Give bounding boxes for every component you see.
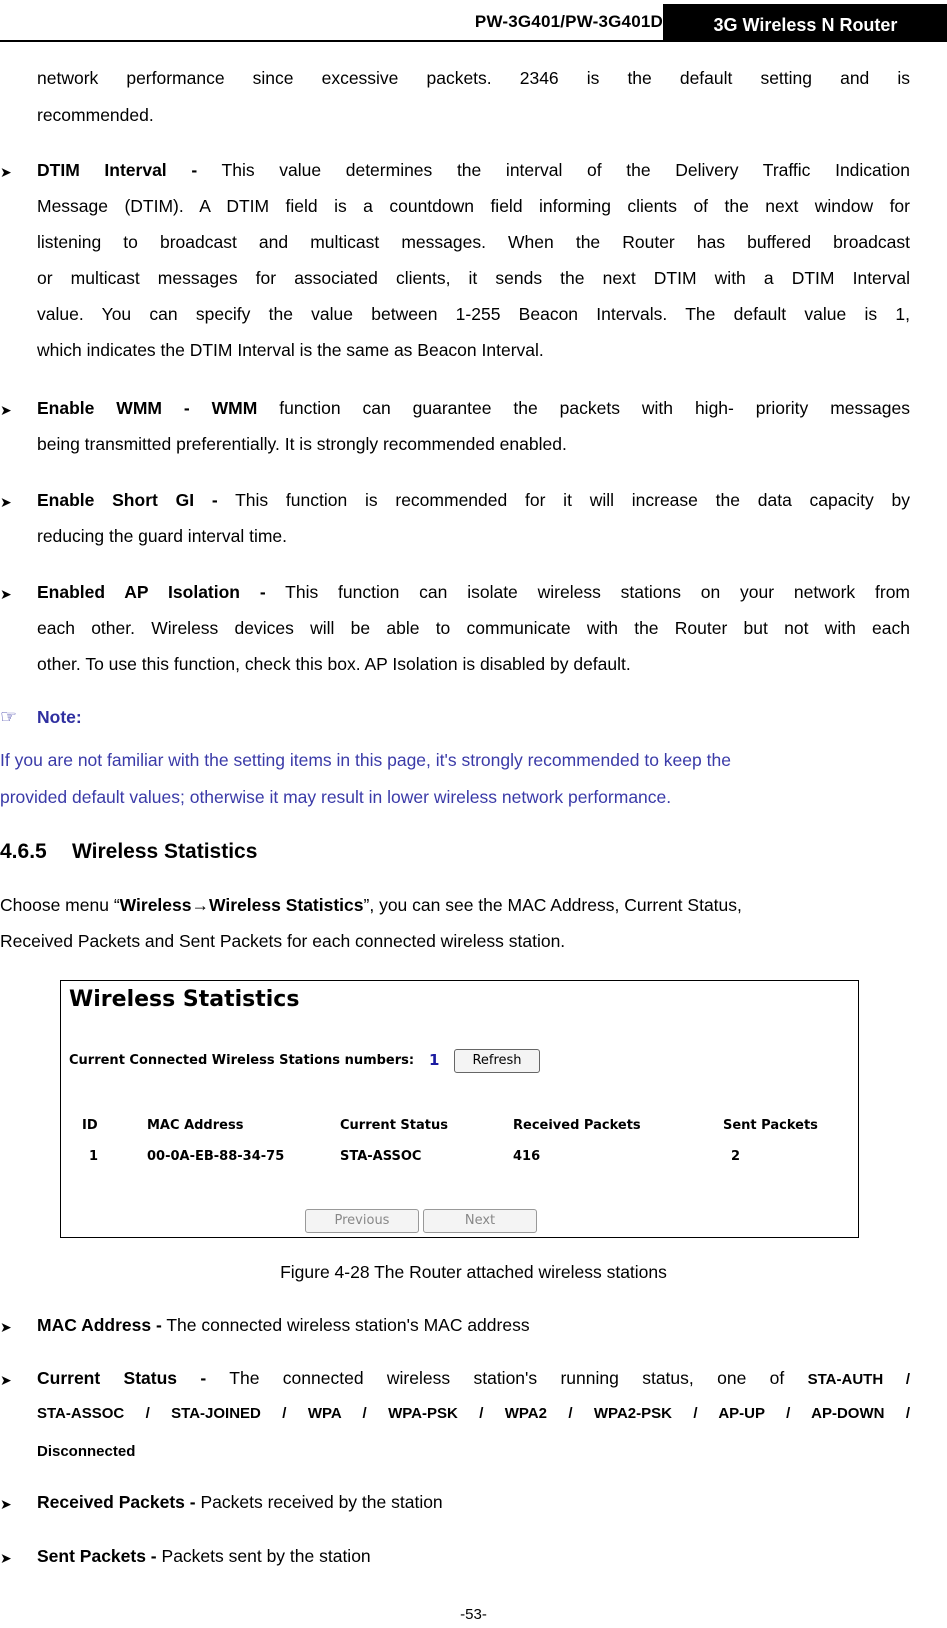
choose-line-1: [0, 893, 917, 917]
bullet-marker: ➤: [0, 402, 12, 418]
mac-text: The connected wireless station's MAC address: [166, 1315, 530, 1335]
station-count-label: Current Connected Wireless Stations numbers:: [69, 1053, 415, 1068]
col-id: ID: [82, 1118, 98, 1133]
sent-def: [37, 1544, 910, 1568]
apiso-line-2: each other. Wireless devices will be able to communicate with the Router but not with each: [37, 618, 910, 638]
received-term: Received Packets -: [37, 1492, 196, 1512]
sent-term: Sent Packets -: [37, 1546, 157, 1566]
bullet-marker: ➤: [0, 164, 12, 180]
bullet-marker: ➤: [0, 586, 12, 602]
bullet-marker: ➤: [0, 1550, 12, 1566]
sgi-term: Enable Short GI -: [37, 490, 218, 510]
row-mac-address: 00-0A-EB-88-34-75: [147, 1149, 285, 1164]
section-number: 4.6.5: [0, 840, 47, 863]
page-header: [0, 0, 947, 42]
choose-pre: Choose menu “: [0, 895, 120, 915]
refresh-button[interactable]: Refresh: [454, 1049, 540, 1073]
intro-line-1: network performance since excessive packets. 2346 is the default setting and is: [37, 68, 910, 88]
apiso-line-3: other. To use this function, check this box. AP Isolation is disabled by default.: [37, 654, 631, 674]
sgi-line-2: reducing the guard interval time.: [37, 526, 287, 546]
figure-title: Wireless Statistics: [69, 987, 300, 1012]
header-rule: [0, 40, 947, 42]
wmm-text-1: function can guarantee the packets with high- priority messages: [279, 398, 910, 418]
note-label: Note:: [37, 707, 82, 727]
sgi-line-1: [37, 488, 910, 512]
choose-post: ”, you can see the MAC Address, Current Status,: [363, 895, 742, 915]
col-sent-packets: Sent Packets: [723, 1118, 818, 1133]
dtim-line-5: value. You can specify the value between 1-255 Beacon Intervals. The default value is 1,: [37, 304, 910, 324]
dtim-text-1: This value determines the interval of the Delivery Traffic Indication: [221, 160, 911, 180]
dtim-line-2: Message (DTIM). A DTIM field is a countdown field informing clients of the next window for: [37, 196, 910, 216]
wmm-term: Enable WMM - WMM: [37, 398, 258, 418]
wireless-statistics-figure: [60, 980, 859, 1238]
dtim-line-4: or multicast messages for associated clients, it sends the next DTIM with a DTIM Interval: [37, 268, 910, 288]
section-title: Wireless Statistics: [72, 840, 258, 863]
mac-term: MAC Address -: [37, 1315, 162, 1335]
section-heading: [0, 840, 257, 864]
dtim-term: DTIM Interval -: [37, 160, 198, 180]
received-text: Packets received by the station: [200, 1492, 443, 1512]
sent-text: Packets sent by the station: [161, 1546, 371, 1566]
station-count: 1: [429, 1051, 440, 1069]
row-current-status: STA-ASSOC: [340, 1149, 422, 1164]
bullet-marker: ➤: [0, 1496, 12, 1512]
wmm-line-1: [37, 396, 910, 420]
sgi-text-1: This function is recommended for it will increase the data capacity by: [235, 490, 910, 510]
status-values-1: STA-AUTH /: [807, 1371, 910, 1388]
row-id: 1: [89, 1149, 99, 1164]
status-def-line-1: [37, 1366, 910, 1392]
note-line-1: If you are not familiar with the setting items in this page, it's strongly recommended to keep the: [0, 750, 731, 770]
dtim-line-1: [37, 158, 910, 182]
figure-caption: Figure 4-28 The Router attached wireless stations: [280, 1262, 667, 1282]
apiso-line-1: [37, 580, 910, 604]
bullet-marker: ➤: [0, 1319, 12, 1335]
dtim-line-3: listening to broadcast and multicast messages. When the Router has buffered broadcast: [37, 232, 910, 252]
previous-button[interactable]: Previous: [305, 1209, 419, 1233]
col-mac-address: MAC Address: [147, 1118, 244, 1133]
header-product: 3G Wireless N Router: [663, 4, 947, 40]
status-values-3: Disconnected: [37, 1443, 136, 1460]
row-received-packets: 416: [513, 1149, 541, 1164]
status-values-2: STA-ASSOC / STA-JOINED / WPA / WPA-PSK / WPA2 / WPA2-PSK / AP-UP / AP-DOWN /: [37, 1405, 910, 1422]
col-current-status: Current Status: [340, 1118, 448, 1133]
note-line-2: provided default values; otherwise it may result in lower wireless network performance.: [0, 787, 672, 807]
pointing-hand-icon: ☞: [0, 707, 18, 728]
wmm-line-2: being transmitted preferentially. It is strongly recommended enabled.: [37, 434, 567, 454]
apiso-text-1: This function can isolate wireless stations on your network from: [285, 582, 911, 602]
row-sent-packets: 2: [731, 1149, 741, 1164]
menu-wireless: Wireless: [119, 895, 192, 915]
intro-line-2: recommended.: [37, 105, 154, 125]
received-def: [37, 1490, 910, 1514]
apiso-term: Enabled AP Isolation -: [37, 582, 266, 602]
header-model: PW-3G401/PW-3G401D: [474, 12, 663, 31]
page-number: -53-: [460, 1606, 487, 1623]
status-text: The connected wireless station's running status, one of: [229, 1368, 785, 1388]
next-button[interactable]: Next: [423, 1209, 537, 1233]
dtim-line-6: which indicates the DTIM Interval is the same as Beacon Interval.: [37, 340, 544, 360]
col-received-packets: Received Packets: [513, 1118, 641, 1133]
bullet-marker: ➤: [0, 1372, 12, 1388]
choose-line-2: Received Packets and Sent Packets for each connected wireless station.: [0, 931, 566, 951]
menu-arrow-icon: →: [191, 895, 209, 915]
menu-wireless-statistics: Wireless Statistics: [209, 895, 364, 915]
status-term: Current Status -: [37, 1368, 207, 1388]
bullet-marker: ➤: [0, 494, 12, 510]
mac-def: [37, 1313, 910, 1337]
